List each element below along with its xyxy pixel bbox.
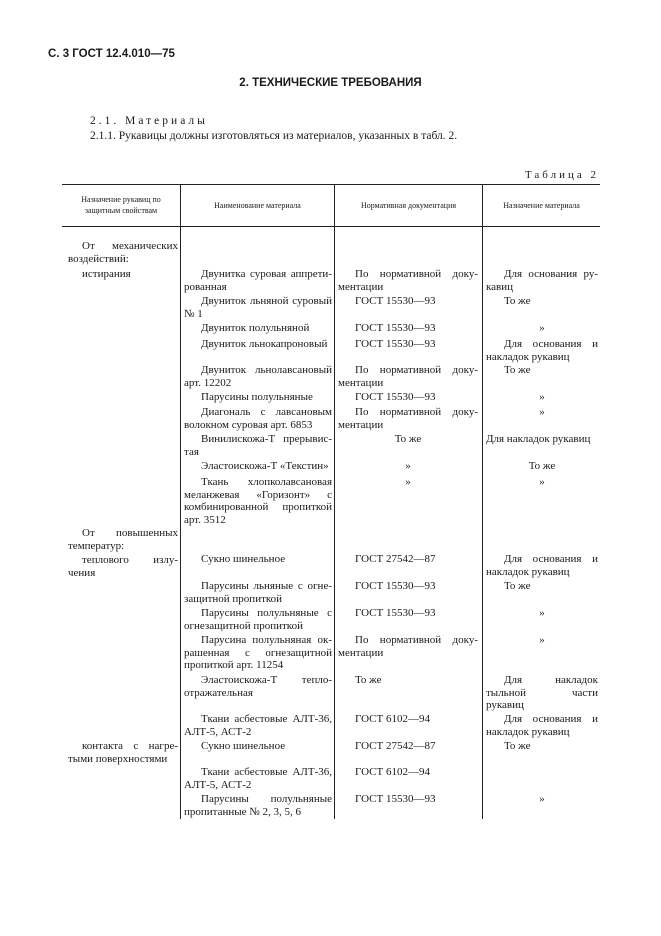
normative-doc-cell-line: По нормативной доку- [355, 406, 478, 418]
material-purpose-cell-line: тыльной части [486, 686, 598, 699]
normative-doc-cell [338, 607, 478, 620]
material-name-cell-line: пропиткой арт. 11254 [184, 659, 284, 671]
material-name-cell-line: Винилискожа-Т прерывис- [201, 433, 332, 445]
normative-doc-cell-line: ГОСТ 27542—87 [355, 553, 436, 565]
material-purpose-cell-line: Для накладок [504, 674, 598, 686]
material-name-cell-line: комбинированной пропиткой [184, 501, 332, 513]
material-purpose-cell [486, 793, 598, 806]
normative-doc-cell-line: ГОСТ 27542—87 [355, 740, 436, 752]
normative-doc-cell-line: По нормативной доку- [355, 634, 478, 646]
column-divider [482, 184, 483, 819]
material-name-cell-line: Двуниток льнокапроновый [201, 338, 328, 350]
material-name-cell-line: АЛТ-5, АСТ-2 [184, 778, 252, 791]
material-purpose-cell [486, 391, 598, 404]
normative-doc-cell [338, 580, 478, 593]
material-name-cell [184, 740, 332, 753]
material-name-cell-line: меланжевая «Горизонт» с [184, 488, 332, 501]
material-name-cell-line: арт. 12202 [184, 376, 232, 389]
normative-doc-cell [338, 674, 478, 687]
material-purpose-cell-line: То же [504, 580, 531, 592]
normative-doc-cell-line: ГОСТ 15530—93 [355, 793, 436, 805]
material-purpose-cell-line: » [539, 391, 545, 403]
material-name-cell-line: Двуниток полульняной [201, 322, 310, 334]
normative-doc-cell [338, 793, 478, 806]
material-name-cell-line: рашенная с огнезащитной [184, 646, 332, 659]
normative-doc-cell-line: ГОСТ 15530—93 [355, 322, 436, 334]
material-name-cell-line: Ткани асбестовые АЛТ-36, [201, 766, 332, 778]
material-name-cell-line: Парусины льняные с огне- [201, 580, 332, 592]
purpose-mechanical: От механических воздействий: [68, 240, 178, 265]
material-purpose-cell [486, 364, 598, 377]
material-purpose-cell-line: Для основания ру- [504, 268, 598, 280]
material-purpose-cell [486, 295, 598, 308]
section-title: 2. ТЕХНИЧЕСКИЕ ТРЕБОВАНИЯ [239, 77, 422, 89]
material-name-cell [184, 268, 332, 293]
material-name-cell-line: Двунитка суровая аппрети- [201, 268, 332, 280]
normative-doc-cell [338, 553, 478, 566]
material-purpose-cell [486, 634, 598, 647]
material-name-cell-line: арт. 3512 [184, 513, 226, 526]
normative-doc-cell-line: То же [355, 674, 382, 686]
material-purpose-cell [486, 433, 600, 446]
normative-doc-cell-line: ГОСТ 15530—93 [355, 607, 436, 619]
material-name-cell-line: Парусины полульняные с [201, 607, 332, 619]
material-name-cell [184, 634, 332, 672]
normative-doc-cell-line: » [405, 460, 411, 472]
material-purpose-cell [486, 268, 598, 293]
material-name-cell [184, 406, 332, 431]
column-divider [180, 184, 181, 819]
normative-doc-cell [338, 713, 478, 726]
material-purpose-cell-line: накладок рукавиц [486, 725, 570, 738]
material-name-cell-line: пропитанные № 2, 3, 5, 6 [184, 805, 302, 818]
material-name-cell-line: Диагональ с лавсановым [201, 406, 332, 418]
normative-doc-cell [338, 433, 478, 446]
normative-doc-cell [338, 268, 478, 293]
purpose-abrasion: истирания [82, 268, 131, 280]
material-name-cell [184, 553, 332, 566]
material-purpose-cell-line: Для основания и [504, 553, 598, 565]
material-purpose-cell-line: » [539, 793, 545, 805]
material-purpose-cell-line: кавиц [486, 280, 514, 293]
material-purpose-cell-line: накладок рукавиц [486, 350, 570, 363]
material-purpose-cell [486, 740, 598, 753]
material-name-cell [184, 793, 332, 818]
table-header-rule [62, 226, 600, 227]
material-name-cell-line: рованная [184, 280, 227, 293]
table-top-rule [62, 184, 600, 185]
material-purpose-cell-line: » [539, 476, 545, 488]
normative-doc-cell [338, 766, 478, 779]
material-purpose-cell [486, 322, 598, 335]
material-name-cell [184, 364, 332, 389]
normative-doc-cell-line: ГОСТ 15530—93 [355, 391, 436, 403]
header-material-name: Наименование материала [214, 201, 301, 210]
material-name-cell-line: Парусина полульняная ок- [201, 634, 332, 646]
purpose-hot-contact: контакта с нагре- тыми поверхностями [68, 740, 178, 765]
normative-doc-cell [338, 338, 478, 351]
material-purpose-cell-line: Для накладок рукавиц [486, 433, 591, 445]
material-name-cell-line: Сукно шинельное [201, 553, 286, 565]
normative-doc-cell-line: По нормативной доку- [355, 364, 478, 376]
material-purpose-cell-line: рукавиц [486, 699, 524, 711]
normative-doc-cell-line: ГОСТ 15530—93 [355, 295, 436, 307]
purpose-high-temperature: От повышенных температур: [68, 527, 178, 552]
normative-doc-cell [338, 322, 478, 335]
material-name-cell [184, 607, 332, 632]
material-purpose-cell [486, 607, 598, 620]
material-purpose-cell-line: » [539, 607, 545, 619]
material-purpose-cell [486, 460, 598, 473]
material-purpose-cell-line: Для основания и [504, 338, 598, 350]
material-name-cell-line: № 1 [184, 307, 203, 320]
normative-doc-cell [338, 634, 478, 659]
material-purpose-cell-line: То же [528, 460, 556, 472]
material-name-cell [184, 433, 332, 458]
material-name-cell-line: Двуниток льнолавсановый [201, 364, 332, 376]
material-name-cell [184, 674, 332, 699]
material-purpose-cell-line: » [539, 634, 545, 646]
material-purpose-cell [486, 553, 598, 578]
material-name-cell [184, 460, 332, 473]
header-normative: Нормативная документация [360, 201, 457, 210]
material-name-cell [184, 713, 332, 738]
normative-doc-cell [338, 391, 478, 404]
table-caption: Таблица 2 [524, 169, 599, 181]
material-purpose-cell [486, 580, 598, 593]
material-purpose-cell [486, 713, 598, 738]
material-purpose-cell [486, 406, 598, 419]
material-name-cell-line: защитной пропиткой [184, 592, 283, 605]
material-name-cell [184, 476, 332, 526]
normative-doc-cell [338, 364, 478, 389]
normative-doc-cell-line: По нормативной доку- [355, 268, 478, 280]
header-purpose: Назначение рукавиц по защитным свойствам [81, 195, 161, 215]
material-name-cell-line: Эластоискожа-Т «Текстин» [201, 460, 329, 472]
material-name-cell-line: огнезащитной пропиткой [184, 619, 303, 632]
material-purpose-cell-line: Для основания и [504, 713, 598, 725]
material-name-cell [184, 322, 332, 335]
header-material-purpose: Назначение материала [503, 201, 580, 210]
paragraph-text: 2.1.1. Рукавицы должны изготовляться из материалов, указанных в табл. 2. [90, 130, 458, 142]
material-name-cell-line: Парусины полульняные [201, 793, 332, 805]
material-name-cell-line: волокном суровая арт. 6853 [184, 418, 313, 431]
material-purpose-cell-line: накладок рукавиц [486, 565, 570, 578]
material-name-cell-line: Парусины полульняные [201, 391, 313, 403]
material-name-cell-line: Двуниток льняной суровый [201, 295, 332, 307]
material-purpose-cell [486, 338, 598, 363]
material-purpose-cell-line: То же [504, 295, 531, 307]
material-name-cell-line: Ткани асбестовые АЛТ-36, [201, 713, 332, 725]
material-purpose-cell [486, 674, 598, 712]
material-name-cell [184, 766, 332, 791]
material-purpose-cell [486, 476, 598, 489]
material-name-cell [184, 580, 332, 605]
material-name-cell-line: отражательная [184, 686, 253, 699]
normative-doc-cell [338, 740, 478, 753]
page-header: С. 3 ГОСТ 12.4.010—75 [48, 48, 175, 60]
material-purpose-cell-line: То же [504, 364, 531, 376]
normative-doc-cell-line: ГОСТ 6102—94 [355, 713, 430, 725]
normative-doc-cell-line: ГОСТ 6102—94 [355, 766, 430, 778]
material-name-cell [184, 338, 332, 351]
material-name-cell [184, 391, 332, 404]
material-name-cell-line: АЛТ-5, АСТ-2 [184, 725, 252, 738]
normative-doc-cell-line: То же [394, 433, 422, 445]
normative-doc-cell [338, 406, 478, 431]
material-name-cell-line: Сукно шинельное [201, 740, 286, 752]
material-purpose-cell-line: То же [504, 740, 531, 752]
normative-doc-cell-line: ГОСТ 15530—93 [355, 338, 436, 350]
normative-doc-cell-line: » [405, 476, 411, 488]
material-purpose-cell-line: » [539, 406, 545, 418]
normative-doc-cell [338, 460, 478, 473]
material-name-cell-line: Эластоискожа-Т тепло- [201, 674, 332, 686]
column-divider [334, 184, 335, 819]
material-name-cell-line: Ткань хлопколавсановая [201, 476, 332, 488]
material-purpose-cell-line: » [539, 322, 545, 334]
normative-doc-cell-line: ментации [338, 280, 384, 293]
materials-table [62, 184, 600, 819]
normative-doc-cell-line: ментации [338, 376, 384, 389]
material-name-cell-line: тая [184, 445, 199, 458]
normative-doc-cell [338, 476, 478, 489]
purpose-thermal-radiation: теплового излу- чения [68, 554, 178, 579]
normative-doc-cell-line: ментации [338, 646, 384, 659]
normative-doc-cell-line: ментации [338, 418, 384, 431]
normative-doc-cell-line: ГОСТ 15530—93 [355, 580, 436, 592]
subsection-heading: 2.1. Материалы [90, 115, 208, 127]
normative-doc-cell [338, 295, 478, 308]
material-name-cell [184, 295, 332, 320]
